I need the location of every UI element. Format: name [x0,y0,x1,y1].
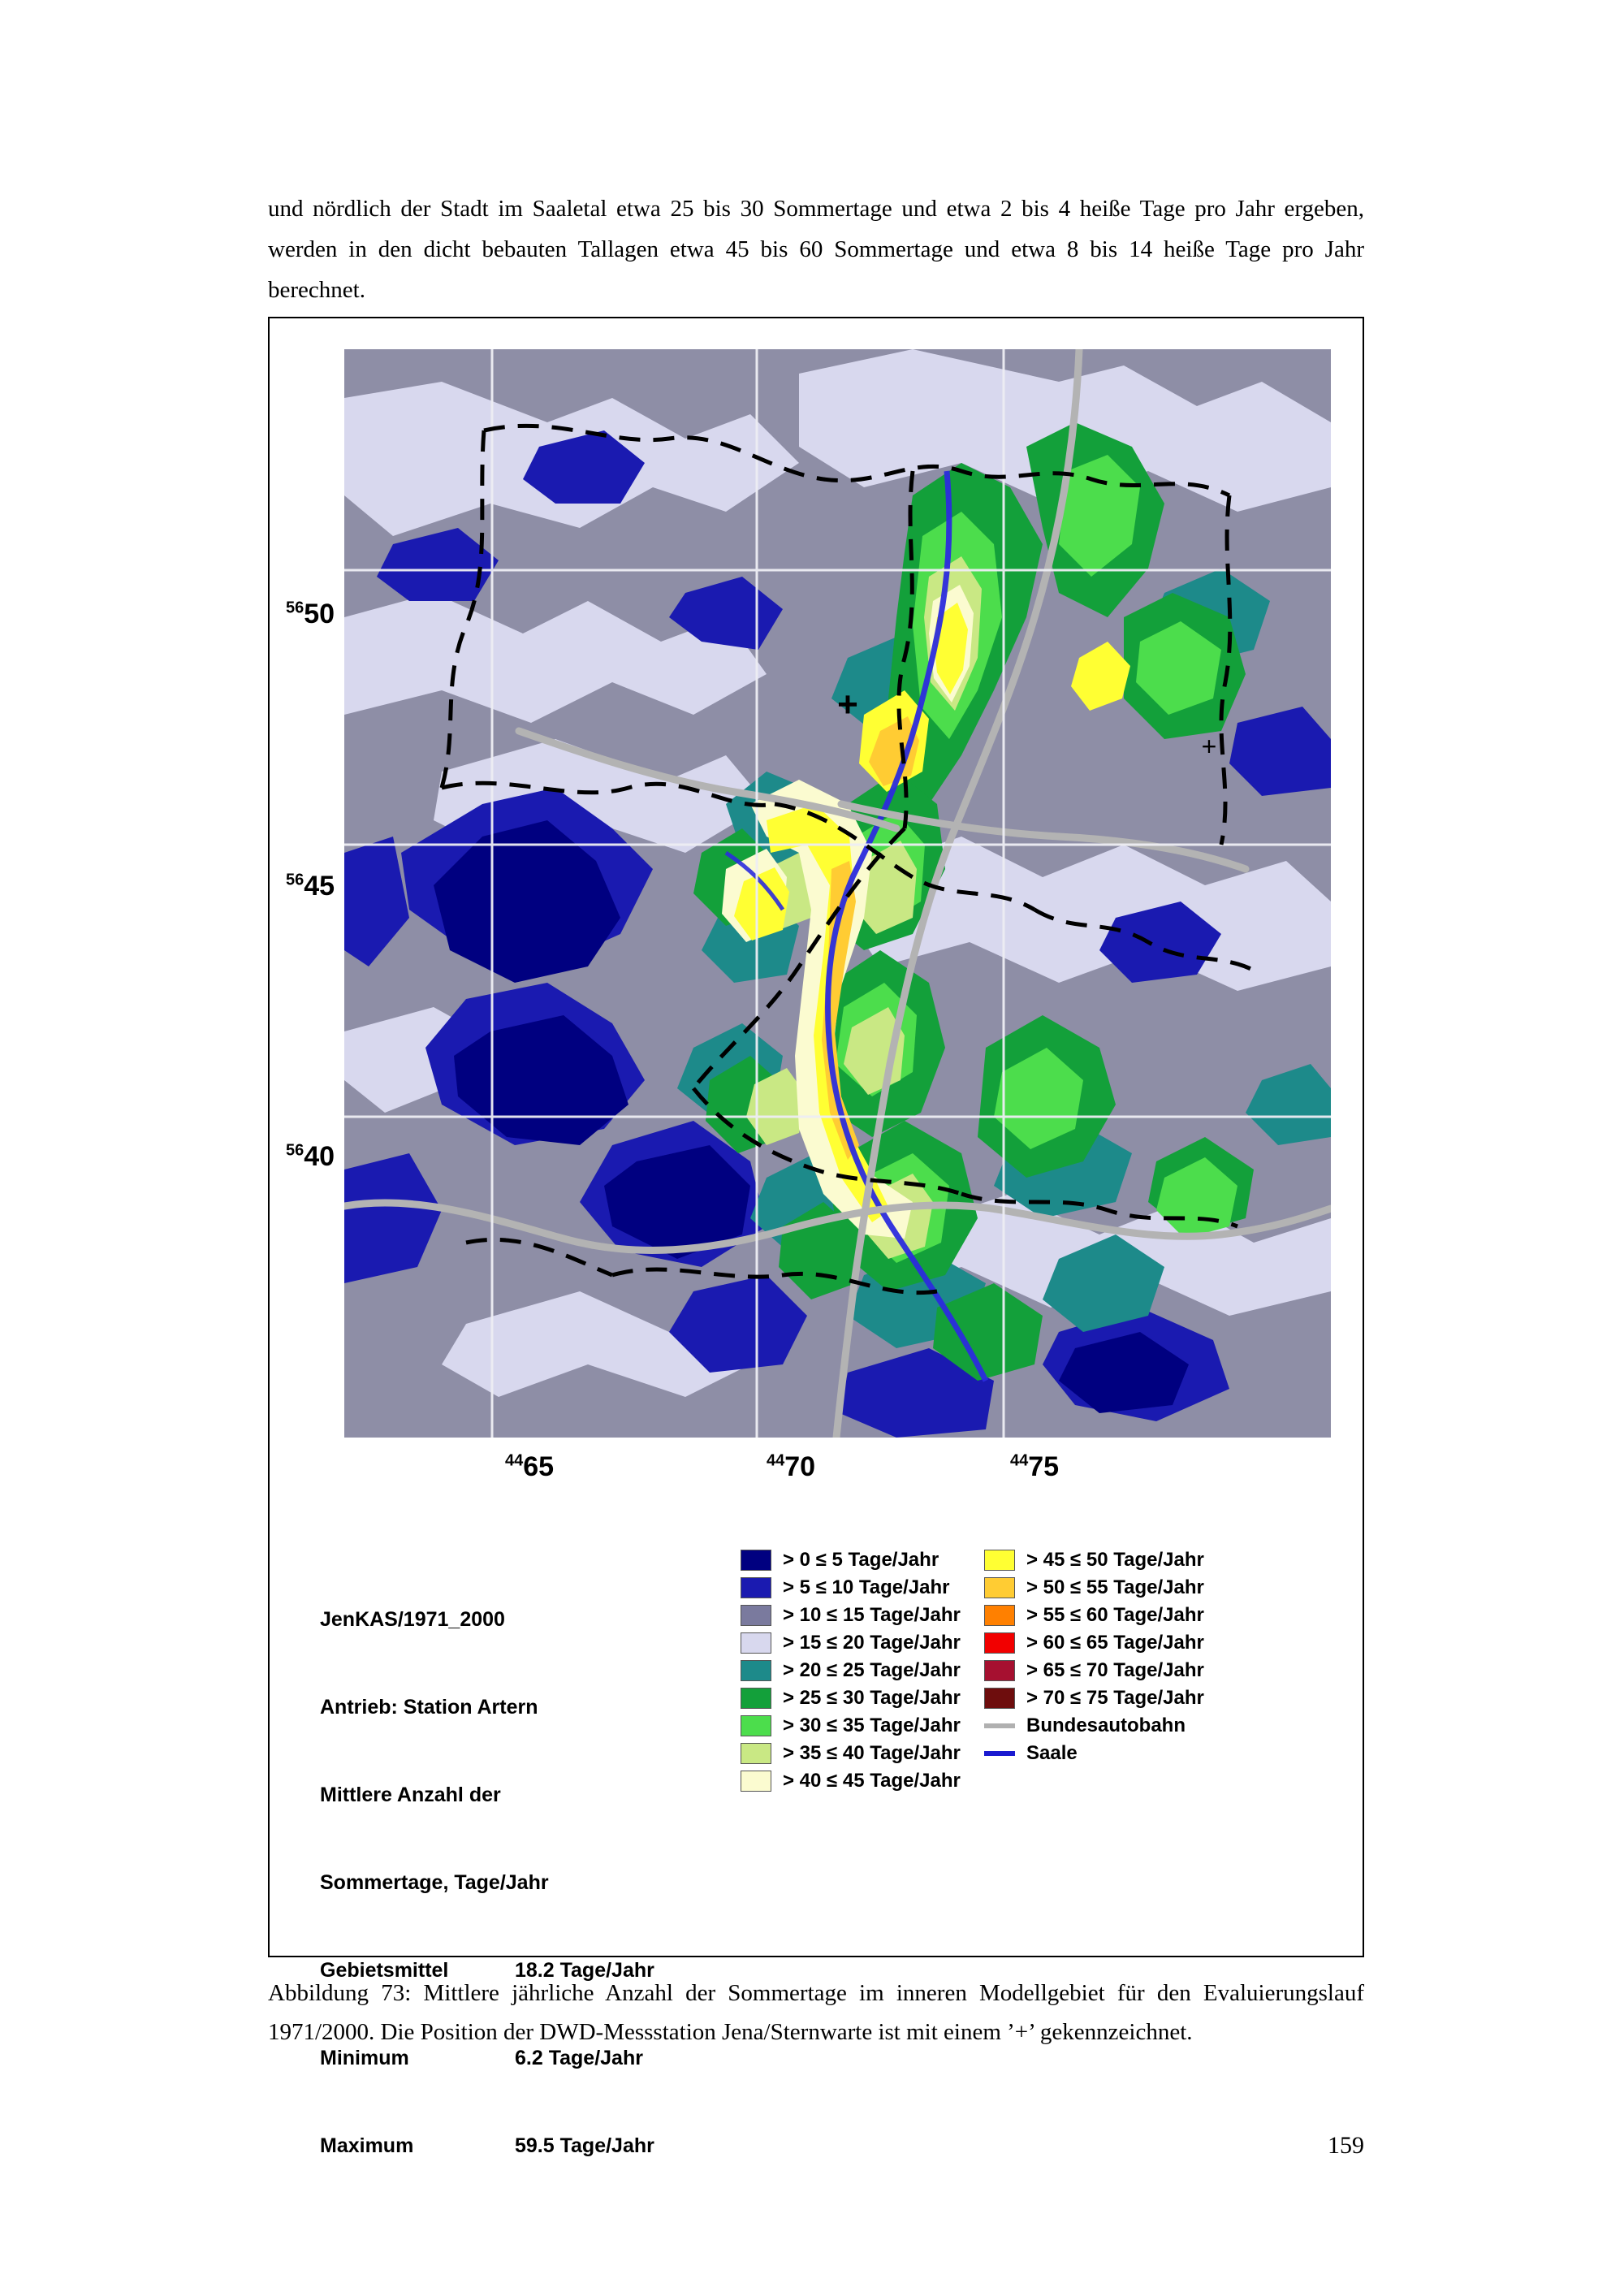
legend-color-swatch [741,1771,771,1792]
legend-item-label: > 60 ≤ 65 Tage/Jahr [1026,1632,1204,1654]
y-tick-50: $^{56}$50 [286,599,335,629]
legend-mean-label: Gebietsmittel [320,1959,449,1982]
legend-line-swatch [984,1723,1015,1728]
legend-quantity-line1: Mittlere Anzahl der [320,1784,501,1806]
legend-title: JenKAS/1971_2000 [320,1608,505,1631]
legend-right-item-7 [984,1740,1204,1767]
legend-min-value: 6.2 Tage/Jahr [515,2047,643,2069]
legend-drive: Antrieb: Station Artern [320,1696,538,1719]
legend-mean-value: 18.2 Tage/Jahr [515,1959,654,1982]
legend-left-item-4 [741,1657,961,1684]
station-marker-plus: + [837,685,858,724]
legend-max-row [320,2131,654,2160]
legend-line-swatch [984,1751,1015,1756]
x-tick-70: $^{44}$70 [767,1451,816,1482]
legend-item-label: > 50 ≤ 55 Tage/Jahr [1026,1576,1204,1598]
legend-item-label: > 15 ≤ 20 Tage/Jahr [783,1632,961,1654]
legend-color-swatch [741,1715,771,1736]
legend-right-item-3 [984,1629,1204,1657]
legend-item-label: > 30 ≤ 35 Tage/Jahr [783,1714,961,1736]
x-tick-75: $^{44}$75 [1010,1451,1060,1482]
y-tick-40: $^{56}$40 [286,1141,335,1172]
legend-left-item-5 [741,1684,961,1712]
legend-color-swatch [984,1660,1015,1681]
legend-color-swatch [741,1743,771,1764]
legend-item-label: > 5 ≤ 10 Tage/Jahr [783,1576,950,1598]
legend-max-value: 59.5 Tage/Jahr [515,2134,654,2157]
legend-right-item-2 [984,1602,1204,1629]
legend-color-swatch [741,1577,771,1598]
figure-caption: Abbildung 73: Mittlere jährliche Anzahl der Sommertage im inneren Modellgebiet für den Evaluierungslauf 1971/2000. Die Position der DWD-Messstation Jena/Sternwarte ist mit einem ’+’ gekennzeichnet. [268,1980,1364,2045]
legend-right-item-1 [984,1574,1204,1602]
legend-column-right [984,1546,1204,1767]
legend-color-swatch [984,1605,1015,1626]
legend-info-block [320,1546,654,2219]
legend-column-left [741,1546,961,1795]
legend-color-swatch [984,1688,1015,1709]
legend-color-swatch [741,1660,771,1681]
legend-item-label: > 35 ≤ 40 Tage/Jahr [783,1742,961,1764]
legend-item-label: > 45 ≤ 50 Tage/Jahr [1026,1549,1204,1571]
legend-item-label: > 0 ≤ 5 Tage/Jahr [783,1549,939,1571]
legend-item-label: > 55 ≤ 60 Tage/Jahr [1026,1604,1204,1626]
legend-max-label: Maximum [320,2134,414,2157]
map-cross-marker: + [1201,732,1217,761]
legend-item-label: > 40 ≤ 45 Tage/Jahr [783,1770,961,1792]
legend-left-item-2 [741,1602,961,1629]
legend-left-item-7 [741,1740,961,1767]
legend-left-item-0 [741,1546,961,1574]
legend-left-item-6 [741,1712,961,1740]
legend-left-item-3 [741,1629,961,1657]
legend-quantity-line2: Sommertage, Tage/Jahr [320,1871,549,1894]
legend-item-label: > 20 ≤ 25 Tage/Jahr [783,1659,961,1681]
legend-item-label: > 70 ≤ 75 Tage/Jahr [1026,1687,1204,1709]
legend-color-swatch [741,1632,771,1654]
map-raster [344,349,1331,1438]
x-tick-65: $^{44}$65 [505,1451,555,1482]
legend-item-label: > 10 ≤ 15 Tage/Jahr [783,1604,961,1626]
legend-right-item-5 [984,1684,1204,1712]
map-terrain-svg [344,349,1331,1438]
legend-color-swatch [984,1632,1015,1654]
legend-color-swatch [741,1605,771,1626]
legend-left-item-8 [741,1767,961,1795]
y-tick-45: $^{56}$45 [286,871,335,902]
legend-left-item-1 [741,1574,961,1602]
legend-right-item-6 [984,1712,1204,1740]
legend-min-label: Minimum [320,2047,409,2069]
legend-color-swatch [984,1577,1015,1598]
legend-item-label: Bundesautobahn [1026,1714,1186,1736]
body-paragraph: und nördlich der Stadt im Saaletal etwa 25 bis 30 Sommertage und etwa 2 bis 4 heiße Tage pro Jahr ergeben, werden in den dicht bebauten Tallagen etwa 45 bis 60 Sommertage und etwa 8 bis 14 heiße Tage pro Jahr berechnet. [268,196,1364,303]
legend-color-swatch [741,1688,771,1709]
legend-right-item-4 [984,1657,1204,1684]
legend-right-item-0 [984,1546,1204,1574]
page-number: 159 [1328,2132,1364,2159]
legend-color-swatch [984,1550,1015,1571]
legend-item-label: > 65 ≤ 70 Tage/Jahr [1026,1659,1204,1681]
legend-item-label: Saale [1026,1742,1078,1764]
map-container [270,318,1363,1529]
legend-color-swatch [741,1550,771,1571]
legend-item-label: > 25 ≤ 30 Tage/Jahr [783,1687,961,1709]
